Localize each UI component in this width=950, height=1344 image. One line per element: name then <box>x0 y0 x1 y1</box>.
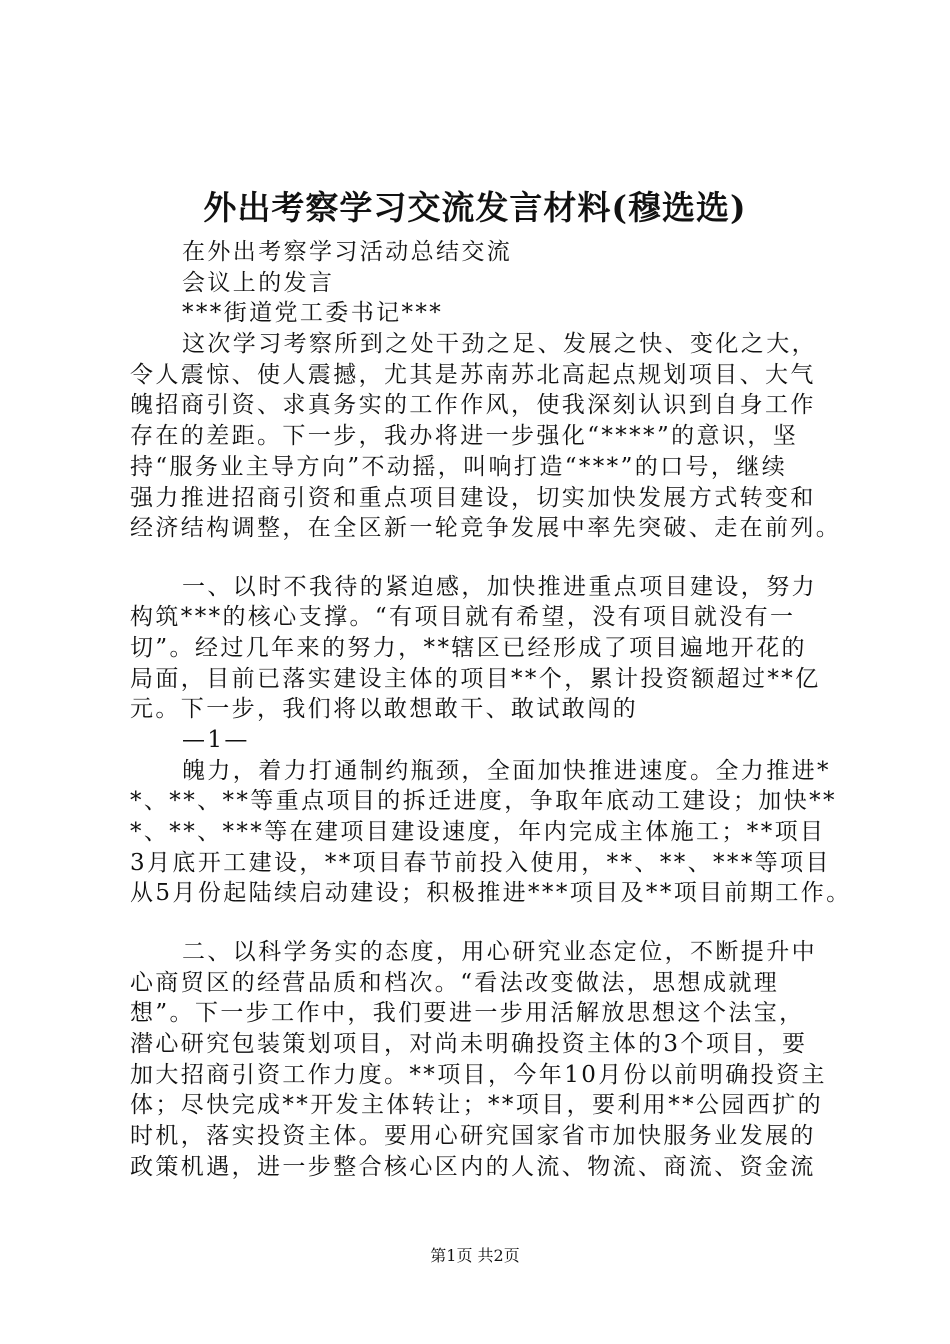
text-line: 潜心研究包装策划项目，对尚未明确投资主体的3个项目，要 <box>130 1031 808 1057</box>
text-line: 想”。下一步工作中，我们要进一步用活解放思想这个法宝， <box>130 1000 805 1026</box>
text-line: 3月底开工建设，**项目春节前投入使用，**、**、***等项目 <box>130 850 831 876</box>
text-line: 体；尽快完成**开发主体转让；**项目，要利用**公园西扩的 <box>130 1092 823 1118</box>
text-line: ***街道党工委书记*** <box>182 300 444 326</box>
text-line: 时机，落实投资主体。要用心研究国家省市加快服务业发展的 <box>130 1123 816 1149</box>
text-line: 二、以科学务实的态度，用心研究业态定位，不断提升中 <box>182 939 817 965</box>
text-line: 心商贸区的经营品质和档次。“看法改变做法，思想成就理 <box>130 970 780 996</box>
text-line: 会议上的发言 <box>182 270 335 296</box>
text-line: 从5月份起陆续启动建设；积极推进***项目及**项目前期工作。 <box>130 880 852 906</box>
document-title: 外出考察学习交流发言材料(穆选选) <box>203 188 747 227</box>
text-line: 令人震惊、使人震撼，尤其是苏南苏北高起点规划项目、大气 <box>130 362 816 388</box>
text-line: 存在的差距。下一步，我办将进一步强化“****”的意识，坚 <box>130 423 799 449</box>
text-line: 持“服务业主导方向”不动摇，叫响打造“***”的口号，继续 <box>130 454 788 480</box>
page-marker: —1— <box>182 727 250 753</box>
text-line: 强力推进招商引资和重点项目建设，切实加快发展方式转变和 <box>130 485 816 511</box>
text-line: 政策机遇，进一步整合核心区内的人流、物流、商流、资金流 <box>130 1154 816 1180</box>
text-line: 在外出考察学习活动总结交流 <box>182 239 513 265</box>
text-line: 局面，目前已落实建设主体的项目**个，累计投资额超过**亿 <box>130 666 821 692</box>
text-line: 切”。经过几年来的努力，**辖区已经形成了项目遍地开花的 <box>130 635 807 661</box>
text-line: *、**、***等在建项目建设速度，年内完成主体施工；**项目 <box>130 819 826 845</box>
text-line: 这次学习考察所到之处干劲之足、发展之快、变化之大， <box>182 331 817 357</box>
text-line: *、**、**等重点项目的拆迁进度，争取年底动工建设；加快** <box>130 788 837 814</box>
text-line: 加大招商引资工作力度。**项目，今年10月份以前明确投资主 <box>130 1062 827 1088</box>
text-line: 元。下一步，我们将以敢想敢干、敢试敢闯的 <box>130 696 638 722</box>
text-line: 构筑***的核心支撑。“有项目就有希望，没有项目就没有一 <box>130 604 796 630</box>
text-line: 魄力，着力打通制约瓶颈，全面加快推进速度。全力推进* <box>182 758 831 784</box>
text-line: 魄招商引资、求真务实的工作作风，使我深刻认识到自身工作 <box>130 392 816 418</box>
page-footer: 第1页 共2页 <box>430 1246 520 1265</box>
text-line: 经济结构调整，在全区新一轮竞争发展中率先突破、走在前列。 <box>130 515 842 541</box>
text-line: 一、以时不我待的紧迫感，加快推进重点项目建设，努力 <box>182 574 817 600</box>
